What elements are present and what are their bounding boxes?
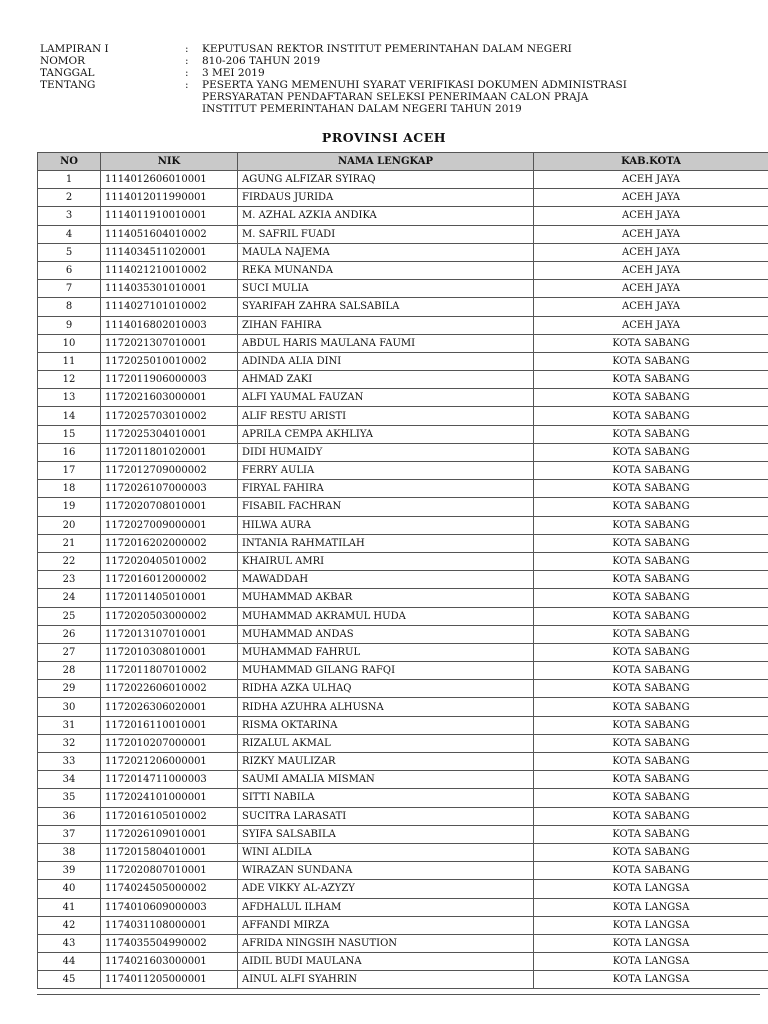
table-row	[38, 662, 768, 680]
cell-nama: RIZALUL AKMAL	[238, 734, 534, 752]
cell-kab-kota: KOTA LANGSA	[534, 898, 768, 916]
cell-kab-kota: KOTA SABANG	[534, 571, 768, 589]
meta-key: NOMOR	[40, 55, 86, 67]
table-header-row	[38, 153, 768, 171]
cell-nama: SYIFA SALSABILA	[238, 825, 534, 843]
cell-no: 5	[38, 243, 101, 261]
cell-nik: 1172026107000003	[101, 480, 238, 498]
cell-kab-kota: KOTA SABANG	[534, 771, 768, 789]
meta-colon: :	[185, 79, 189, 91]
cell-kab-kota: KOTA SABANG	[534, 425, 768, 443]
table-row	[38, 934, 768, 952]
meta-key: TENTANG	[40, 79, 96, 91]
cell-nama: M. AZHAL AZKIA ANDIKA	[238, 207, 534, 225]
cell-no: 39	[38, 862, 101, 880]
table-row	[38, 298, 768, 316]
table-row	[38, 589, 768, 607]
table-row	[38, 571, 768, 589]
table-row	[38, 171, 768, 189]
cell-kab-kota: KOTA SABANG	[534, 807, 768, 825]
table-row	[38, 862, 768, 880]
cell-nik: 1172015804010001	[101, 843, 238, 861]
participants-table	[37, 152, 768, 989]
document-header	[40, 43, 740, 115]
cell-nama: FISABIL FACHRAN	[238, 498, 534, 516]
cell-kab-kota: ACEH JAYA	[534, 280, 768, 298]
cell-kab-kota: KOTA SABANG	[534, 407, 768, 425]
cell-kab-kota: KOTA SABANG	[534, 625, 768, 643]
cell-no: 27	[38, 643, 101, 661]
cell-nama: SUCITRA LARASATI	[238, 807, 534, 825]
table-row	[38, 880, 768, 898]
table-row	[38, 771, 768, 789]
table-row	[38, 807, 768, 825]
cell-nik: 1114051604010002	[101, 225, 238, 243]
cell-kab-kota: ACEH JAYA	[534, 316, 768, 334]
cell-no: 25	[38, 607, 101, 625]
cell-nama: HILWA AURA	[238, 516, 534, 534]
cell-kab-kota: KOTA LANGSA	[534, 880, 768, 898]
cell-no: 28	[38, 662, 101, 680]
table-row	[38, 916, 768, 934]
meta-key: TANGGAL	[40, 67, 95, 79]
column-header-nik: NIK	[101, 153, 238, 171]
meta-lampiran	[40, 43, 740, 55]
page-bottom-rule	[37, 994, 760, 995]
table-row	[38, 443, 768, 461]
meta-colon: :	[185, 55, 189, 67]
cell-no: 32	[38, 734, 101, 752]
cell-nik: 1172016202000002	[101, 534, 238, 552]
cell-no: 2	[38, 189, 101, 207]
cell-nama: FIRYAL FAHIRA	[238, 480, 534, 498]
cell-nama: SAUMI AMALIA MISMAN	[238, 771, 534, 789]
cell-kab-kota: KOTA SABANG	[534, 825, 768, 843]
cell-nik: 1172025703010002	[101, 407, 238, 425]
cell-nama: MUHAMMAD GILANG RAFQI	[238, 662, 534, 680]
cell-nama: FIRDAUS JURIDA	[238, 189, 534, 207]
cell-kab-kota: KOTA SABANG	[534, 516, 768, 534]
tentang-line-2: PERSYARATAN PENDAFTARAN SELEKSI PENERIMAAN CALON PRAJA	[202, 91, 589, 103]
cell-nama: REKA MUNANDA	[238, 261, 534, 279]
cell-kab-kota: KOTA SABANG	[534, 589, 768, 607]
cell-no: 19	[38, 498, 101, 516]
cell-nama: AIDIL BUDI MAULANA	[238, 953, 534, 971]
cell-no: 35	[38, 789, 101, 807]
cell-kab-kota: KOTA SABANG	[534, 443, 768, 461]
cell-no: 22	[38, 552, 101, 570]
cell-kab-kota: KOTA SABANG	[534, 480, 768, 498]
cell-no: 17	[38, 462, 101, 480]
cell-nama: DIDI HUMAIDY	[238, 443, 534, 461]
table-row	[38, 789, 768, 807]
cell-no: 37	[38, 825, 101, 843]
meta-colon: :	[185, 67, 189, 79]
cell-no: 3	[38, 207, 101, 225]
cell-nama: RIZKY MAULIZAR	[238, 753, 534, 771]
cell-nama: ZIHAN FAHIRA	[238, 316, 534, 334]
cell-nik: 1172011405010001	[101, 589, 238, 607]
cell-no: 30	[38, 698, 101, 716]
cell-no: 42	[38, 916, 101, 934]
cell-kab-kota: KOTA SABANG	[534, 552, 768, 570]
cell-nik: 1172021307010001	[101, 334, 238, 352]
table-row	[38, 243, 768, 261]
cell-kab-kota: KOTA LANGSA	[534, 971, 768, 989]
cell-nik: 1172025010010002	[101, 352, 238, 370]
cell-nik: 1114034511020001	[101, 243, 238, 261]
table-row	[38, 534, 768, 552]
cell-nama: SUCI MULIA	[238, 280, 534, 298]
cell-kab-kota: ACEH JAYA	[534, 225, 768, 243]
cell-nama: WINI ALDILA	[238, 843, 534, 861]
column-header-nama: NAMA LENGKAP	[238, 153, 534, 171]
cell-nama: ADINDA ALIA DINI	[238, 352, 534, 370]
cell-nik: 1114021210010002	[101, 261, 238, 279]
cell-kab-kota: KOTA SABANG	[534, 789, 768, 807]
cell-nama: MUHAMMAD FAHRUL	[238, 643, 534, 661]
cell-nik: 1172016105010002	[101, 807, 238, 825]
cell-nama: M. SAFRIL FUADI	[238, 225, 534, 243]
meta-colon: :	[185, 43, 189, 55]
cell-kab-kota: KOTA SABANG	[534, 680, 768, 698]
cell-no: 7	[38, 280, 101, 298]
cell-no: 45	[38, 971, 101, 989]
table-row	[38, 280, 768, 298]
cell-kab-kota: ACEH JAYA	[534, 243, 768, 261]
cell-kab-kota: KOTA SABANG	[534, 843, 768, 861]
table-row	[38, 334, 768, 352]
meta-nomor	[40, 55, 740, 67]
cell-nama: AFRIDA NINGSIH NASUTION	[238, 934, 534, 952]
cell-kab-kota: KOTA SABANG	[534, 371, 768, 389]
cell-kab-kota: KOTA SABANG	[534, 352, 768, 370]
cell-kab-kota: KOTA SABANG	[534, 334, 768, 352]
cell-no: 15	[38, 425, 101, 443]
page-title: PROVINSI ACEH	[321, 130, 447, 145]
cell-nama: APRILA CEMPA AKHLIYA	[238, 425, 534, 443]
cell-no: 14	[38, 407, 101, 425]
cell-nik: 1172020807010001	[101, 862, 238, 880]
cell-kab-kota: KOTA SABANG	[534, 389, 768, 407]
cell-nik: 1172011906000003	[101, 371, 238, 389]
cell-kab-kota: ACEH JAYA	[534, 189, 768, 207]
cell-no: 10	[38, 334, 101, 352]
cell-nama: RISMA OKTARINA	[238, 716, 534, 734]
cell-no: 21	[38, 534, 101, 552]
cell-kab-kota: KOTA SABANG	[534, 534, 768, 552]
cell-kab-kota: KOTA SABANG	[534, 716, 768, 734]
cell-kab-kota: KOTA SABANG	[534, 662, 768, 680]
cell-nama: AGUNG ALFIZAR SYIRAQ	[238, 171, 534, 189]
table-row	[38, 607, 768, 625]
meta-tanggal	[40, 67, 740, 79]
cell-no: 23	[38, 571, 101, 589]
cell-kab-kota: KOTA LANGSA	[534, 934, 768, 952]
table-row	[38, 189, 768, 207]
cell-nik: 1172011801020001	[101, 443, 238, 461]
meta-value: KEPUTUSAN REKTOR INSTITUT PEMERINTAHAN DALAM NEGERI	[202, 43, 572, 55]
cell-nama: RIDHA AZKA ULHAQ	[238, 680, 534, 698]
cell-no: 13	[38, 389, 101, 407]
cell-nik: 1174010609000003	[101, 898, 238, 916]
cell-no: 1	[38, 171, 101, 189]
cell-kab-kota: ACEH JAYA	[534, 207, 768, 225]
table-row	[38, 680, 768, 698]
cell-nama: SYARIFAH ZAHRA SALSABILA	[238, 298, 534, 316]
cell-no: 12	[38, 371, 101, 389]
cell-nik: 1172021206000001	[101, 753, 238, 771]
cell-nik: 1172020405010002	[101, 552, 238, 570]
cell-nama: MUHAMMAD ANDAS	[238, 625, 534, 643]
cell-nama: INTANIA RAHMATILAH	[238, 534, 534, 552]
cell-nik: 1172020708010001	[101, 498, 238, 516]
cell-no: 33	[38, 753, 101, 771]
table-row	[38, 753, 768, 771]
table-row	[38, 953, 768, 971]
table-row	[38, 843, 768, 861]
table-row	[38, 643, 768, 661]
cell-nama: FERRY AULIA	[238, 462, 534, 480]
cell-kab-kota: KOTA SABANG	[534, 643, 768, 661]
cell-nama: ALIF RESTU ARISTI	[238, 407, 534, 425]
table-row	[38, 316, 768, 334]
table-row	[38, 352, 768, 370]
table-row	[38, 462, 768, 480]
cell-no: 6	[38, 261, 101, 279]
cell-nama: MAWADDAH	[238, 571, 534, 589]
meta-value: 3 MEI 2019	[202, 67, 265, 79]
tentang-line-1: PESERTA YANG MEMENUHI SYARAT VERIFIKASI DOKUMEN ADMINISTRASI	[202, 79, 627, 91]
cell-kab-kota: KOTA SABANG	[534, 698, 768, 716]
cell-no: 38	[38, 843, 101, 861]
cell-no: 43	[38, 934, 101, 952]
cell-no: 31	[38, 716, 101, 734]
cell-nik: 1172014711000003	[101, 771, 238, 789]
table-row	[38, 698, 768, 716]
cell-nik: 1172025304010001	[101, 425, 238, 443]
cell-nama: WIRAZAN SUNDANA	[238, 862, 534, 880]
cell-kab-kota: ACEH JAYA	[534, 298, 768, 316]
cell-nama: SITTI NABILA	[238, 789, 534, 807]
table-row	[38, 261, 768, 279]
column-header-kab-kota: KAB.KOTA	[534, 153, 768, 171]
cell-nama: ABDUL HARIS MAULANA FAUMI	[238, 334, 534, 352]
cell-no: 44	[38, 953, 101, 971]
cell-nama: KHAIRUL AMRI	[238, 552, 534, 570]
cell-nik: 1114027101010002	[101, 298, 238, 316]
cell-no: 29	[38, 680, 101, 698]
cell-nik: 1174021603000001	[101, 953, 238, 971]
cell-no: 24	[38, 589, 101, 607]
cell-nik: 1172022606010002	[101, 680, 238, 698]
cell-nik: 1172010308010001	[101, 643, 238, 661]
meta-value: 810-206 TAHUN 2019	[202, 55, 321, 67]
cell-no: 9	[38, 316, 101, 334]
cell-nik: 1172024101000001	[101, 789, 238, 807]
cell-kab-kota: KOTA SABANG	[534, 462, 768, 480]
cell-no: 20	[38, 516, 101, 534]
table-row	[38, 552, 768, 570]
table-row	[38, 971, 768, 989]
table-row	[38, 425, 768, 443]
table-row	[38, 625, 768, 643]
table-row	[38, 407, 768, 425]
cell-no: 36	[38, 807, 101, 825]
cell-no: 16	[38, 443, 101, 461]
cell-no: 26	[38, 625, 101, 643]
cell-nik: 1174035504990002	[101, 934, 238, 952]
meta-value	[202, 79, 740, 115]
table-row	[38, 207, 768, 225]
cell-nik: 1114016802010003	[101, 316, 238, 334]
cell-nik: 1114012011990001	[101, 189, 238, 207]
table-row	[38, 516, 768, 534]
cell-nik: 1172021603000001	[101, 389, 238, 407]
cell-nama: MUHAMMAD AKRAMUL HUDA	[238, 607, 534, 625]
cell-kab-kota: ACEH JAYA	[534, 171, 768, 189]
table-row	[38, 371, 768, 389]
cell-no: 11	[38, 352, 101, 370]
cell-no: 8	[38, 298, 101, 316]
table-row	[38, 389, 768, 407]
meta-key: LAMPIRAN I	[40, 43, 109, 55]
cell-nik: 1172027009000001	[101, 516, 238, 534]
cell-no: 4	[38, 225, 101, 243]
cell-kab-kota: KOTA SABANG	[534, 862, 768, 880]
tentang-line-3: INSTITUT PEMERINTAHAN DALAM NEGERI TAHUN 2019	[202, 103, 522, 115]
cell-nama: AFDHALUL ILHAM	[238, 898, 534, 916]
cell-nik: 1172011807010002	[101, 662, 238, 680]
cell-nik: 1174011205000001	[101, 971, 238, 989]
cell-kab-kota: KOTA LANGSA	[534, 953, 768, 971]
cell-nik: 1172010207000001	[101, 734, 238, 752]
cell-nik: 1114035301010001	[101, 280, 238, 298]
cell-kab-kota: KOTA SABANG	[534, 753, 768, 771]
cell-no: 40	[38, 880, 101, 898]
cell-no: 34	[38, 771, 101, 789]
cell-nik: 1172016110010001	[101, 716, 238, 734]
cell-nik: 1114011910010001	[101, 207, 238, 225]
cell-nik: 1172012709000002	[101, 462, 238, 480]
column-header-no: NO	[38, 153, 101, 171]
meta-tentang	[40, 79, 740, 115]
cell-nik: 1172026306020001	[101, 698, 238, 716]
cell-nik: 1174031108000001	[101, 916, 238, 934]
cell-kab-kota: KOTA SABANG	[534, 498, 768, 516]
cell-kab-kota: KOTA LANGSA	[534, 916, 768, 934]
table-row	[38, 225, 768, 243]
cell-nama: ALFI YAUMAL FAUZAN	[238, 389, 534, 407]
cell-nik: 1174024505000002	[101, 880, 238, 898]
cell-nama: AFFANDI MIRZA	[238, 916, 534, 934]
table-row	[38, 498, 768, 516]
table-row	[38, 480, 768, 498]
table-row	[38, 825, 768, 843]
table-row	[38, 734, 768, 752]
cell-no: 41	[38, 898, 101, 916]
cell-nik: 1172016012000002	[101, 571, 238, 589]
table-row	[38, 898, 768, 916]
cell-nik: 1114012606010001	[101, 171, 238, 189]
cell-kab-kota: ACEH JAYA	[534, 261, 768, 279]
cell-nama: MAULA NAJEMA	[238, 243, 534, 261]
cell-nama: AINUL ALFI SYAHRIN	[238, 971, 534, 989]
cell-nama: RIDHA AZUHRA ALHUSNA	[238, 698, 534, 716]
cell-nama: AHMAD ZAKI	[238, 371, 534, 389]
cell-no: 18	[38, 480, 101, 498]
table-row	[38, 716, 768, 734]
cell-kab-kota: KOTA SABANG	[534, 734, 768, 752]
cell-nama: ADE VIKKY AL-AZYZY	[238, 880, 534, 898]
cell-nik: 1172013107010001	[101, 625, 238, 643]
cell-nik: 1172020503000002	[101, 607, 238, 625]
table-body	[38, 171, 768, 989]
cell-nik: 1172026109010001	[101, 825, 238, 843]
cell-nama: MUHAMMAD AKBAR	[238, 589, 534, 607]
cell-kab-kota: KOTA SABANG	[534, 607, 768, 625]
